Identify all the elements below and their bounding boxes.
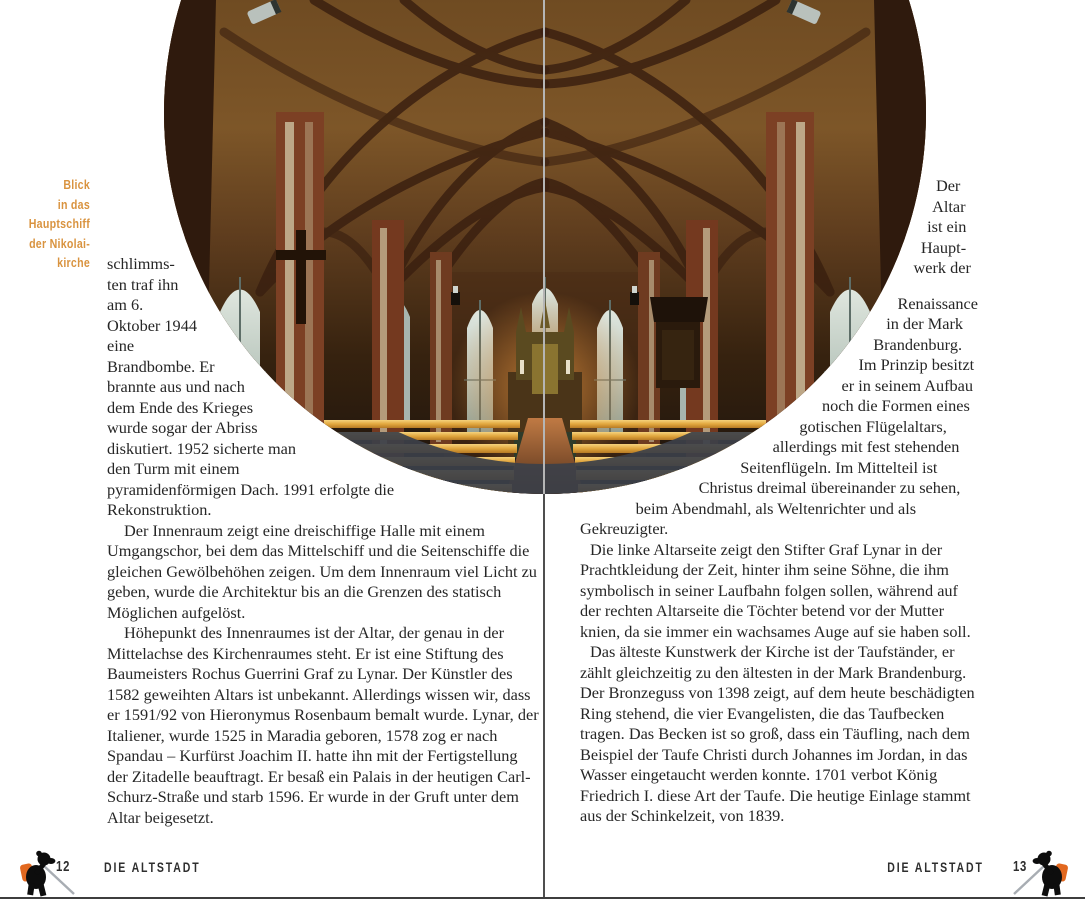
caption-line: Hauptschiff	[28, 217, 90, 231]
left-page-body	[107, 227, 540, 828]
right-page-body	[580, 176, 978, 827]
right-page-number: 13	[1012, 859, 1027, 875]
paragraph: Die linke Altarseite zeigt den Stifter Graf Lynar in der Prachtkleidung der Zeit, hinter ihm seine Söhne, die ihm symbolisch in seiner Laufbahn folgen sollen, während auf der rechten Altarseite die Töchter betend vor der Mutter knien, da sie immer ein wachsames Auge auf sie haben soll.	[580, 539, 971, 641]
right-section-title: DIE ALTSTADT	[887, 860, 984, 875]
paragraph: Das älteste Kunstwerk der Kirche ist der Taufständer, er zählt gleichzeitig zu den ältesten in der Mark Brandenburg. Der Bronzeguss von 1398 zeigt, auf dem heute beschädigten Ring stehend, die vier Evangelisten, die das Taufbecken tragen. Das Becken ist so groß, dass ein Täufling, nach dem Beispiel der Taufe Christi durch Johannes im Jordan, in das Wasser eingetaucht werden konnte. 1701 verbot König Friedrich I. diese Art der Taufe. Die heutige Einlage stammt aus der Schinkelzeit, von 1839.	[580, 642, 975, 825]
left-section-title: DIE ALTSTADT	[104, 860, 201, 875]
caption-line: kirche	[57, 256, 90, 270]
berlin-bear-icon	[1012, 850, 1070, 898]
page-gutter-line-lower	[543, 494, 545, 898]
caption-line: der Nikolai-	[29, 236, 90, 251]
caption-line: in das	[57, 197, 90, 212]
paragraph: Höhepunkt des Innenraumes ist der Altar, der genau in der Mittelachse des Kirchenraumes steht. Er ist eine Stiftung des Baumeisters Rochus Guerrini Graf zu Lynar. Der Künstler des 1582 geweihten Altars ist unbekannt. Allerdings wissen wir, dass er 1591/92 von Hieronymus Rosenbaum bemalt wurde. Lynar, der Italiener, wurde 1525 in Maradia geboren, 1578 zog er nach Spandau – Kurfürst Joachim II. hatte ihn mit der Fertigstellung der Zitadelle beauftragt. Er besaß ein Palais in der heutigen Carl-Schurz-Straße und starb 1596. Er wurde in der Gruft unter dem Altar beigesetzt.	[107, 623, 539, 827]
photo-caption	[14, 176, 91, 274]
paragraph: Der Innenraum zeigt eine dreischiffige Halle mit einem Umgangschor, bei dem das Mittelschiff und die Seitenschiffe die gleichen Gewölbehöhen zeigen. Um dem Innenraum viel Licht zu geben, wurde die Architektur bis an die Grenzen des statisch Möglichen aufgelöst.	[107, 520, 537, 622]
paragraph: schlimmsten traf ihn am 6. Oktober 1944 eine Brandbombe. Er brannte aus und nach dem Ende des Krieges wurde sogar der Abriss diskutiert. 1952 sicherte man den Turm mit einem pyramidenförmigen Dach. 1991 erfolgte die Rekonstruktion.	[107, 254, 395, 519]
page-gutter-line-upper	[543, 0, 545, 494]
left-page-number: 12	[56, 859, 71, 875]
caption-line: Blick	[63, 178, 90, 192]
footer-rule	[0, 897, 1085, 899]
paragraph: Der Altar ist ein Hauptwerk der Renaissance in der Mark Brandenburg. Im Prinzip besitzt er in seinem Aufbau noch die Formen eines gotischen Flügelaltars, allerdings mit fest stehenden Seitenflügeln. Im Mittelteil ist Christus dreimal übereinander zu sehen, beim Abendmahl, als Weltenrichter und als Gekreuzigter.	[580, 176, 978, 538]
